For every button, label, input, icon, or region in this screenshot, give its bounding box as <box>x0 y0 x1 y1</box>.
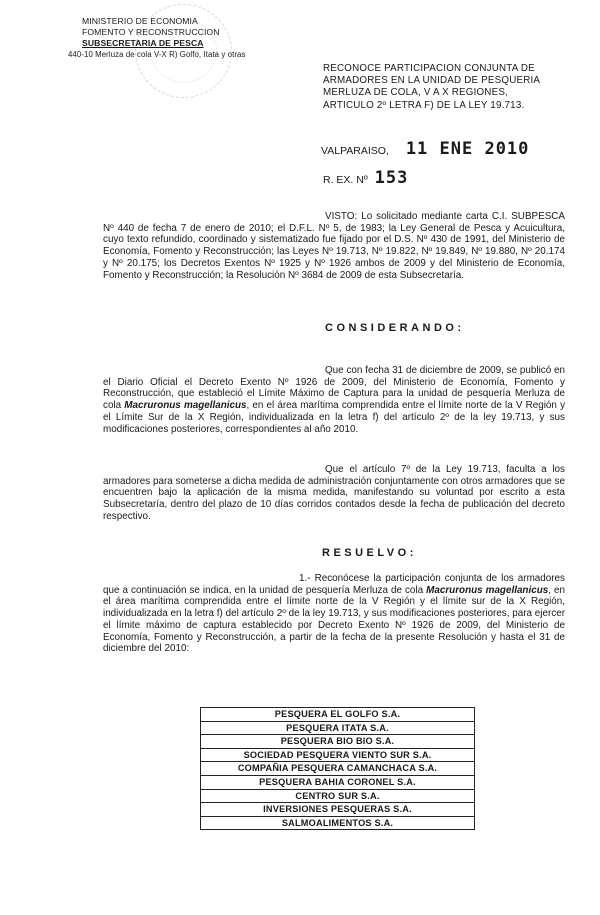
date-stamp: 11 ENE 2010 <box>405 139 530 159</box>
place-label: VALPARAISO, <box>321 145 389 157</box>
table-row: CENTRO SUR S.A. <box>201 790 474 804</box>
visto-text: Lo solicitado mediante carta C.I. SUBPESCA Nº 440 de fecha 7 de enero de 2010; el D.F.L. Nº 5, de 1983; la Ley General de Pesca y Acuicultura, cuyo texto refundido, coordinado y sistematizado fue fijado por el D.S. Nº 430 de 1991, del Ministerio de Economía, Fomento y Reconstrucción; las Leyes Nº 19.713, Nº 19.822, Nº 19.849, Nº 19.880, Nº 20.174 y Nº 20.175; los Decretos Exentos Nº 1925 y Nº 1926 ambos de 2009 y del Ministerio de Economía, Fomento y Reconstrucción; la Resolución Nº 3684 de 2009 de esta Subsecretaría. <box>103 211 566 281</box>
species-name: Macruronus magellanicus <box>124 400 247 412</box>
title-line: MERLUZA DE COLA, V A X REGIONES, <box>323 87 508 99</box>
table-row: COMPAÑIA PESQUERA CAMANCHACA S.A. <box>201 762 474 776</box>
resolution-label: R. EX. Nº <box>323 174 368 186</box>
table-row: SOCIEDAD PESQUERA VIENTO SUR S.A. <box>201 749 474 763</box>
table-row: PESQUERA BIO BIO S.A. <box>201 735 474 749</box>
file-reference: 440-10 Merluza de cola V-X R) Golfo, Itata y otras <box>68 50 246 59</box>
title-line: RECONOCE PARTICIPACION CONJUNTA DE <box>323 63 535 74</box>
resuelvo-paragraph-1 <box>103 573 565 655</box>
considerando-text: , en el área marítima comprendida entre el límite norte de la V Región y el Límite Sur de la X Región, individualizada en la letra f) del artículo 2º de la ley 19.713, y sus modificaciones posteriores, correspondientes al año 2010. <box>103 400 566 435</box>
title-line: ARTICULO 2º LETRA F) DE LA LEY 19.713. <box>323 99 525 111</box>
table-row: PESQUERA BAHIA CORONEL S.A. <box>201 776 474 790</box>
place-date <box>321 139 529 159</box>
table-row: PESQUERA ITATA S.A. <box>201 722 474 736</box>
species-name: Macruronus magellanicus <box>426 584 549 596</box>
table-row: INVERSIONES PESQUERAS S.A. <box>201 803 474 817</box>
ministry-name: MINISTERIO DE ECONOMIA <box>82 16 198 26</box>
considerando-paragraph-1 <box>103 365 565 435</box>
resuelvo-text: , en el área marítima comprendida entre el límite norte de la V Región y el límite sur de la X Región, individualizada en la letra f) del artículo 2º de la ley 19.713, y sus modificaciones posteriores, para ejercer el límite máximo de captura establecido por Decreto Exento Nº 1926 de 2009, del Ministerio de Economía, Fomento y Reconstrucción, a partir de la fecha de la presente Resolución y hasta el 31 de diciembre del 2010: <box>103 584 565 655</box>
resolution-number-value: 153 <box>374 168 409 188</box>
resuelvo-text: Reconócese la participación conjunta de los armadores que a continuación se indica, en la unidad de pesquería Merluza de cola <box>103 573 565 596</box>
undersecretary-name: SUBSECRETARIA DE PESCA <box>82 38 204 48</box>
visto-lead: VISTO: <box>325 211 358 222</box>
resolution-title <box>323 63 563 112</box>
resuelvo-num: 1.- <box>299 573 311 584</box>
considerando-text: Que el artículo 7º de la Ley 19.713, faculta a los armadores para someterse a dicha medida de administración conjuntamente con otros armadores que se encuentren bajo la aplicación de la misma medida, manifestando su voluntad por escrito a esta Subsecretaría, dentro del plazo de 10 días corridos contados desde la fecha de publicación del decreto respectivo. <box>103 464 565 522</box>
resuelvo-heading: RESUELVO: <box>322 547 417 559</box>
considerando-text: Que con fecha 31 de diciembre de 2009, se publicó en el Diario Oficial el Decreto Exento Nº 1926 de 2009, del Ministerio de Economía, Fomento y Reconstrucción, que estableció el Límite Máximo de Captura para la unidad de pesquería Merluza de cola <box>103 365 565 412</box>
visto-paragraph <box>103 211 565 281</box>
companies-table <box>200 707 475 830</box>
title-line: ARMADORES EN LA UNIDAD DE PESQUERIA <box>323 75 541 87</box>
considerando-heading: CONSIDERANDO: <box>325 322 465 334</box>
table-row: SALMOALIMENTOS S.A. <box>281 817 394 828</box>
resolution-number <box>323 168 408 188</box>
table-row: PESQUERA EL GOLFO S.A. <box>201 708 474 722</box>
ministry-subtitle: FOMENTO Y RECONSTRUCCION <box>82 27 220 37</box>
considerando-paragraph-2 <box>103 464 565 523</box>
